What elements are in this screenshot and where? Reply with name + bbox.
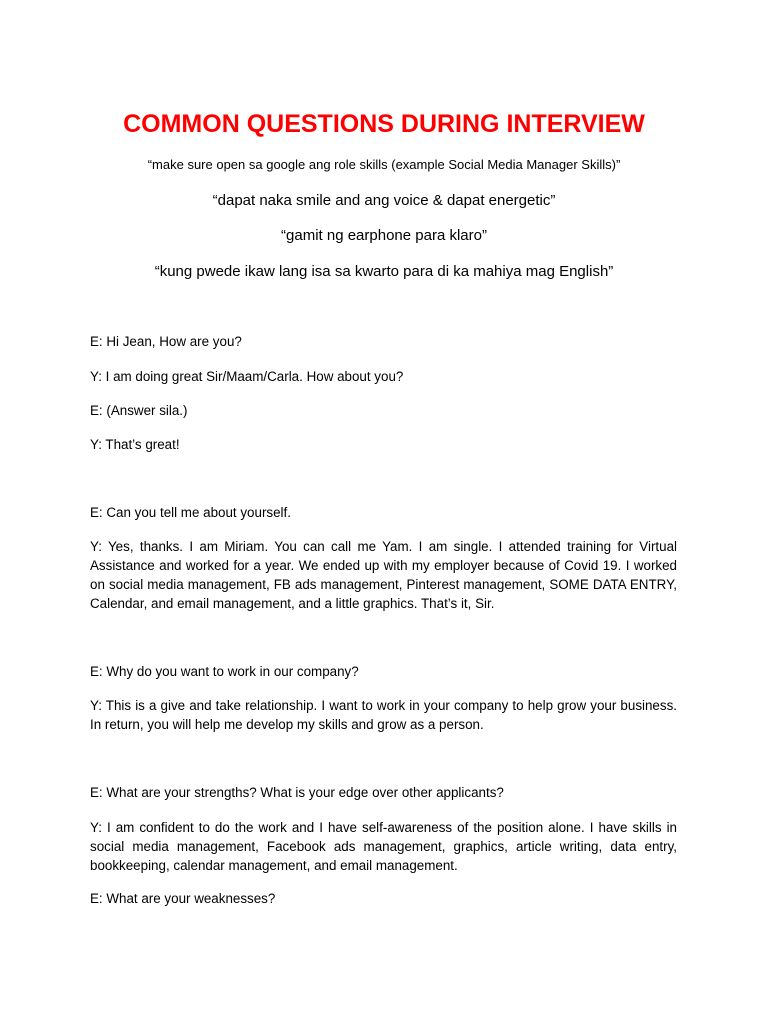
- dialogue-line: E: Hi Jean, How are you?: [90, 334, 242, 349]
- dialogue-line: E: What are your strengths? What is your edge over other applicants?: [90, 785, 504, 800]
- document-title: COMMON QUESTIONS DURING INTERVIEW: [123, 110, 645, 138]
- dialogue-line: Y: I am doing great Sir/Maam/Carla. How about you?: [90, 369, 404, 384]
- dialogue-paragraph: Y: This is a give and take relationship. I want to work in your company to help grow your business. In return, you will help me develop my skills and grow as a person.: [90, 698, 677, 732]
- dialogue-line: E: What are your weaknesses?: [90, 891, 276, 906]
- note-alone-room: “kung pwede ikaw lang isa sa kwarto para di ka mahiya mag English”: [154, 263, 614, 280]
- dialogue-line: E: (Answer sila.): [90, 403, 188, 418]
- dialogue-line: Y: That’s great!: [90, 437, 180, 452]
- dialogue-line: E: Why do you want to work in our company?: [90, 664, 359, 679]
- note-earphone: “gamit ng earphone para klaro”: [281, 227, 487, 244]
- dialogue-line: E: Can you tell me about yourself.: [90, 505, 291, 520]
- note-role-skills: “make sure open sa google ang role skills (example Social Media Manager Skills)”: [147, 157, 621, 172]
- note-smile-energetic: “dapat naka smile and ang voice & dapat energetic”: [212, 192, 556, 209]
- dialogue-paragraph: Y: Yes, thanks. I am Miriam. You can call me Yam. I am single. I attended training for Virtual Assistance and worked for a year. We ended up with my employer because of Covid 19. I worked on social media management, FB ads management, Pinterest management, SOME DATA ENTRY, Calendar, and email management, and a little graphics. That’s it, Sir.: [90, 539, 677, 611]
- dialogue-paragraph: Y: I am confident to do the work and I have self-awareness of the position alone. I have skills in social media management, Facebook ads management, graphics, article writing, data entry, bookkeeping, calendar management, and email management.: [90, 820, 677, 873]
